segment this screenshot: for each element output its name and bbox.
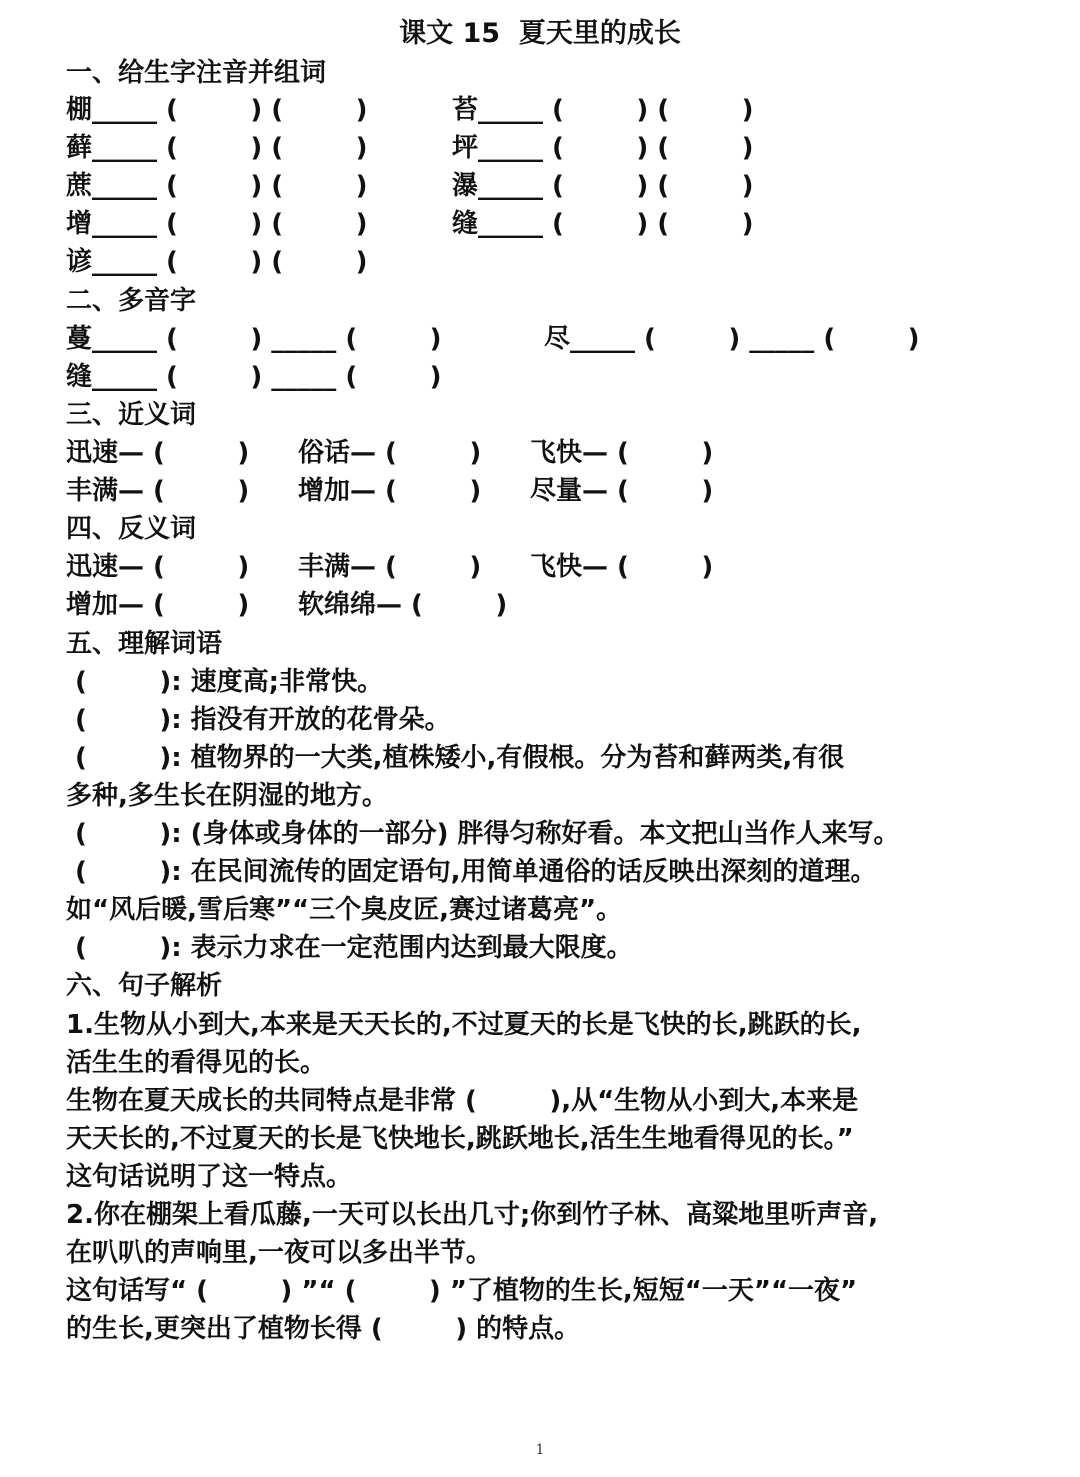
- exercise-item: 软绵绵— ( ): [298, 590, 508, 620]
- analysis-line: 这句话说明了这一特点。: [66, 1162, 353, 1192]
- exercise-row: [66, 91, 754, 129]
- section-heading: 三、近义词: [66, 400, 197, 430]
- exercise-item: 丰满— ( ): [66, 476, 250, 506]
- exercise-row: [66, 434, 714, 472]
- exercise-item: 蔓_____ ( ) _____ ( ): [66, 324, 442, 354]
- analysis-line: 活生生的看得见的长。: [66, 1048, 327, 1078]
- definition-line: 多种,多生长在阴湿的地方。: [66, 781, 388, 811]
- exercise-item: 丰满— ( ): [298, 552, 482, 582]
- analysis-line: 在叭叭的声响里,一夜可以多出半节。: [66, 1238, 492, 1268]
- definition-line: ( ): (身体或身体的一部分) 胖得匀称好看。本文把山当作人来写。: [66, 819, 900, 849]
- analysis-line: 这句话写“ ( ) ”“ ( ) ”了植物的生长,短短“一天”“一夜”: [66, 1276, 858, 1306]
- exercise-item: 俗话— ( ): [298, 438, 482, 468]
- exercise-item: 缝_____ ( ) ( ): [452, 209, 754, 239]
- analysis-line: 的生长,更突出了植物长得 ( ) 的特点。: [66, 1314, 581, 1344]
- definition-line: ( ): 速度高;非常快。: [66, 667, 384, 697]
- definition-line: 如“风后暖,雪后寒”“三个臭皮匠,赛过诸葛亮”。: [66, 895, 623, 925]
- exercise-row: [66, 548, 714, 586]
- analysis-line: 2.你在棚架上看瓜藤,一天可以长出几寸;你到竹子林、高粱地里听声音,: [66, 1200, 879, 1230]
- section-heading: 一、给生字注音并组词: [66, 58, 327, 88]
- exercise-item: 苔_____ ( ) ( ): [452, 95, 754, 125]
- analysis-line: 生物在夏天成长的共同特点是非常 ( ),从“生物从小到大,本来是: [66, 1086, 859, 1116]
- section-heading: 五、理解词语: [66, 629, 223, 659]
- exercise-item: 迅速— ( ): [66, 438, 250, 468]
- exercise-item: 棚_____ ( ) ( ): [66, 95, 368, 125]
- exercise-item: 飞快— ( ): [530, 552, 714, 582]
- exercise-item: 缝_____ ( ) _____ ( ): [66, 362, 442, 392]
- section-heading: 二、多音字: [66, 286, 197, 316]
- exercise-item: 迅速— ( ): [66, 552, 250, 582]
- analysis-line: 天天长的,不过夏天的长是飞快地长,跳跃地长,活生生地看得见的长。”: [66, 1124, 854, 1154]
- exercise-row: [66, 358, 442, 396]
- exercise-row: [66, 472, 714, 510]
- section-heading: 六、句子解析: [66, 971, 223, 1001]
- definition-line: ( ): 指没有开放的花骨朵。: [66, 705, 451, 735]
- exercise-item: 增_____ ( ) ( ): [66, 209, 368, 239]
- exercise-row: [66, 320, 920, 358]
- analysis-line: 1.生物从小到大,本来是天天长的,不过夏天的长是飞快的长,跳跃的长,: [66, 1010, 862, 1040]
- exercise-item: 尽量— ( ): [530, 476, 714, 506]
- exercise-item: 增加— ( ): [66, 590, 250, 620]
- exercise-item: 藓_____ ( ) ( ): [66, 133, 368, 163]
- definition-line: ( ): 植物界的一大类,植株矮小,有假根。分为苔和藓两类,有很: [66, 743, 845, 773]
- exercise-item: 瀑_____ ( ) ( ): [452, 171, 754, 201]
- exercise-row: [66, 586, 508, 624]
- section-heading: 四、反义词: [66, 514, 197, 544]
- page-title: 课文 15 夏天里的成长: [399, 18, 681, 49]
- exercise-item: 坪_____ ( ) ( ): [452, 133, 754, 163]
- exercise-item: 蔗_____ ( ) ( ): [66, 171, 368, 201]
- exercise-item: 尽_____ ( ) _____ ( ): [544, 324, 920, 354]
- exercise-item: 增加— ( ): [298, 476, 482, 506]
- exercise-item: 谚_____ ( ) ( ): [66, 247, 368, 277]
- definition-line: ( ): 在民间流传的固定语句,用简单通俗的话反映出深刻的道理。: [66, 857, 877, 887]
- definition-line: ( ): 表示力求在一定范围内达到最大限度。: [66, 933, 633, 963]
- page-number: 1: [535, 1442, 545, 1458]
- exercise-row: [66, 167, 754, 205]
- exercise-item: 飞快— ( ): [530, 438, 714, 468]
- exercise-row: [66, 129, 754, 167]
- exercise-row: [66, 205, 754, 243]
- exercise-row: [66, 243, 368, 281]
